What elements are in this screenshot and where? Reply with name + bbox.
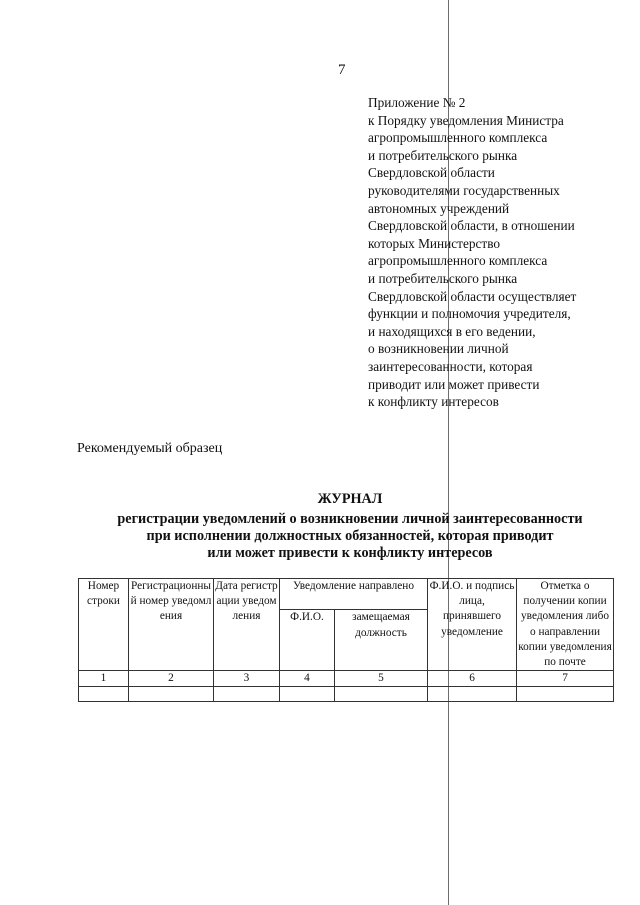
appendix-line: к конфликту интересов xyxy=(368,394,499,410)
journal-table xyxy=(78,578,614,702)
appendix-line: и потребительского рынка xyxy=(368,270,518,286)
appendix-line: которых Министерство xyxy=(368,235,501,251)
column-number: 7 xyxy=(517,671,614,687)
empty-cell xyxy=(280,687,335,702)
column-number: 4 xyxy=(280,671,335,687)
appendix-line: агропромышленного комплекса xyxy=(368,253,548,269)
journal-subtitle-line: при исполнении должностных обязанностей, которая приводит xyxy=(146,528,554,544)
empty-table-row xyxy=(79,687,614,702)
journal-subtitle-line: регистрации уведомлений о возникновении личной заинтересованности xyxy=(117,511,583,527)
header-position: замещаемая должность xyxy=(335,610,428,671)
column-number: 2 xyxy=(129,671,214,687)
empty-cell xyxy=(214,687,280,702)
header-notification-sent: Уведомление направлено xyxy=(280,579,428,610)
journal-title: ЖУРНАЛ xyxy=(317,491,383,507)
empty-cell xyxy=(129,687,214,702)
appendix-line: приводит или может привести xyxy=(368,376,540,392)
header-copy-mark: Отметка о получении копии уведомления либо о направлении копии уведомления по почте xyxy=(517,579,614,671)
header-registration-date: Дата регистрации уведомления xyxy=(214,579,280,671)
sample-label: Рекомендуемый образец xyxy=(77,441,223,456)
appendix-line: и потребительского рынка xyxy=(368,147,518,163)
empty-cell xyxy=(335,687,428,702)
page-number: 7 xyxy=(338,62,346,78)
column-number: 5 xyxy=(335,671,428,687)
column-number: 1 xyxy=(79,671,129,687)
appendix-line: руководителями государственных xyxy=(368,182,560,198)
appendix-line: заинтересованности, которая xyxy=(368,358,533,374)
appendix-line: Свердловской области xyxy=(368,165,495,181)
journal-subtitle-line: или может привести к конфликту интересов xyxy=(207,545,493,561)
column-number-row xyxy=(79,671,614,687)
header-registration-number: Регистрационный номер уведомления xyxy=(129,579,214,671)
appendix-line: к Порядку уведомления Министра xyxy=(368,112,564,128)
header-signature: Ф.И.О. и подпись лица, принявшего уведомление xyxy=(428,579,517,671)
appendix-line: Свердловской области осуществляет xyxy=(368,288,577,304)
appendix-line: Свердловской области, в отношении xyxy=(368,218,575,234)
column-number: 6 xyxy=(428,671,517,687)
appendix-line: и находящихся в его ведении, xyxy=(368,323,536,339)
appendix-line: функции и полномочия учредителя, xyxy=(368,306,571,322)
appendix-block xyxy=(368,94,638,411)
appendix-line: автономных учреждений xyxy=(368,200,510,216)
empty-cell xyxy=(79,687,129,702)
appendix-line: о возникновении личной xyxy=(368,341,509,357)
empty-cell xyxy=(517,687,614,702)
column-number: 3 xyxy=(214,671,280,687)
appendix-line: Приложение № 2 xyxy=(368,95,466,110)
header-fio: Ф.И.О. xyxy=(280,610,335,671)
empty-cell xyxy=(428,687,517,702)
appendix-line: агропромышленного комплекса xyxy=(368,130,548,146)
header-row-number: Номер строки xyxy=(79,579,129,671)
